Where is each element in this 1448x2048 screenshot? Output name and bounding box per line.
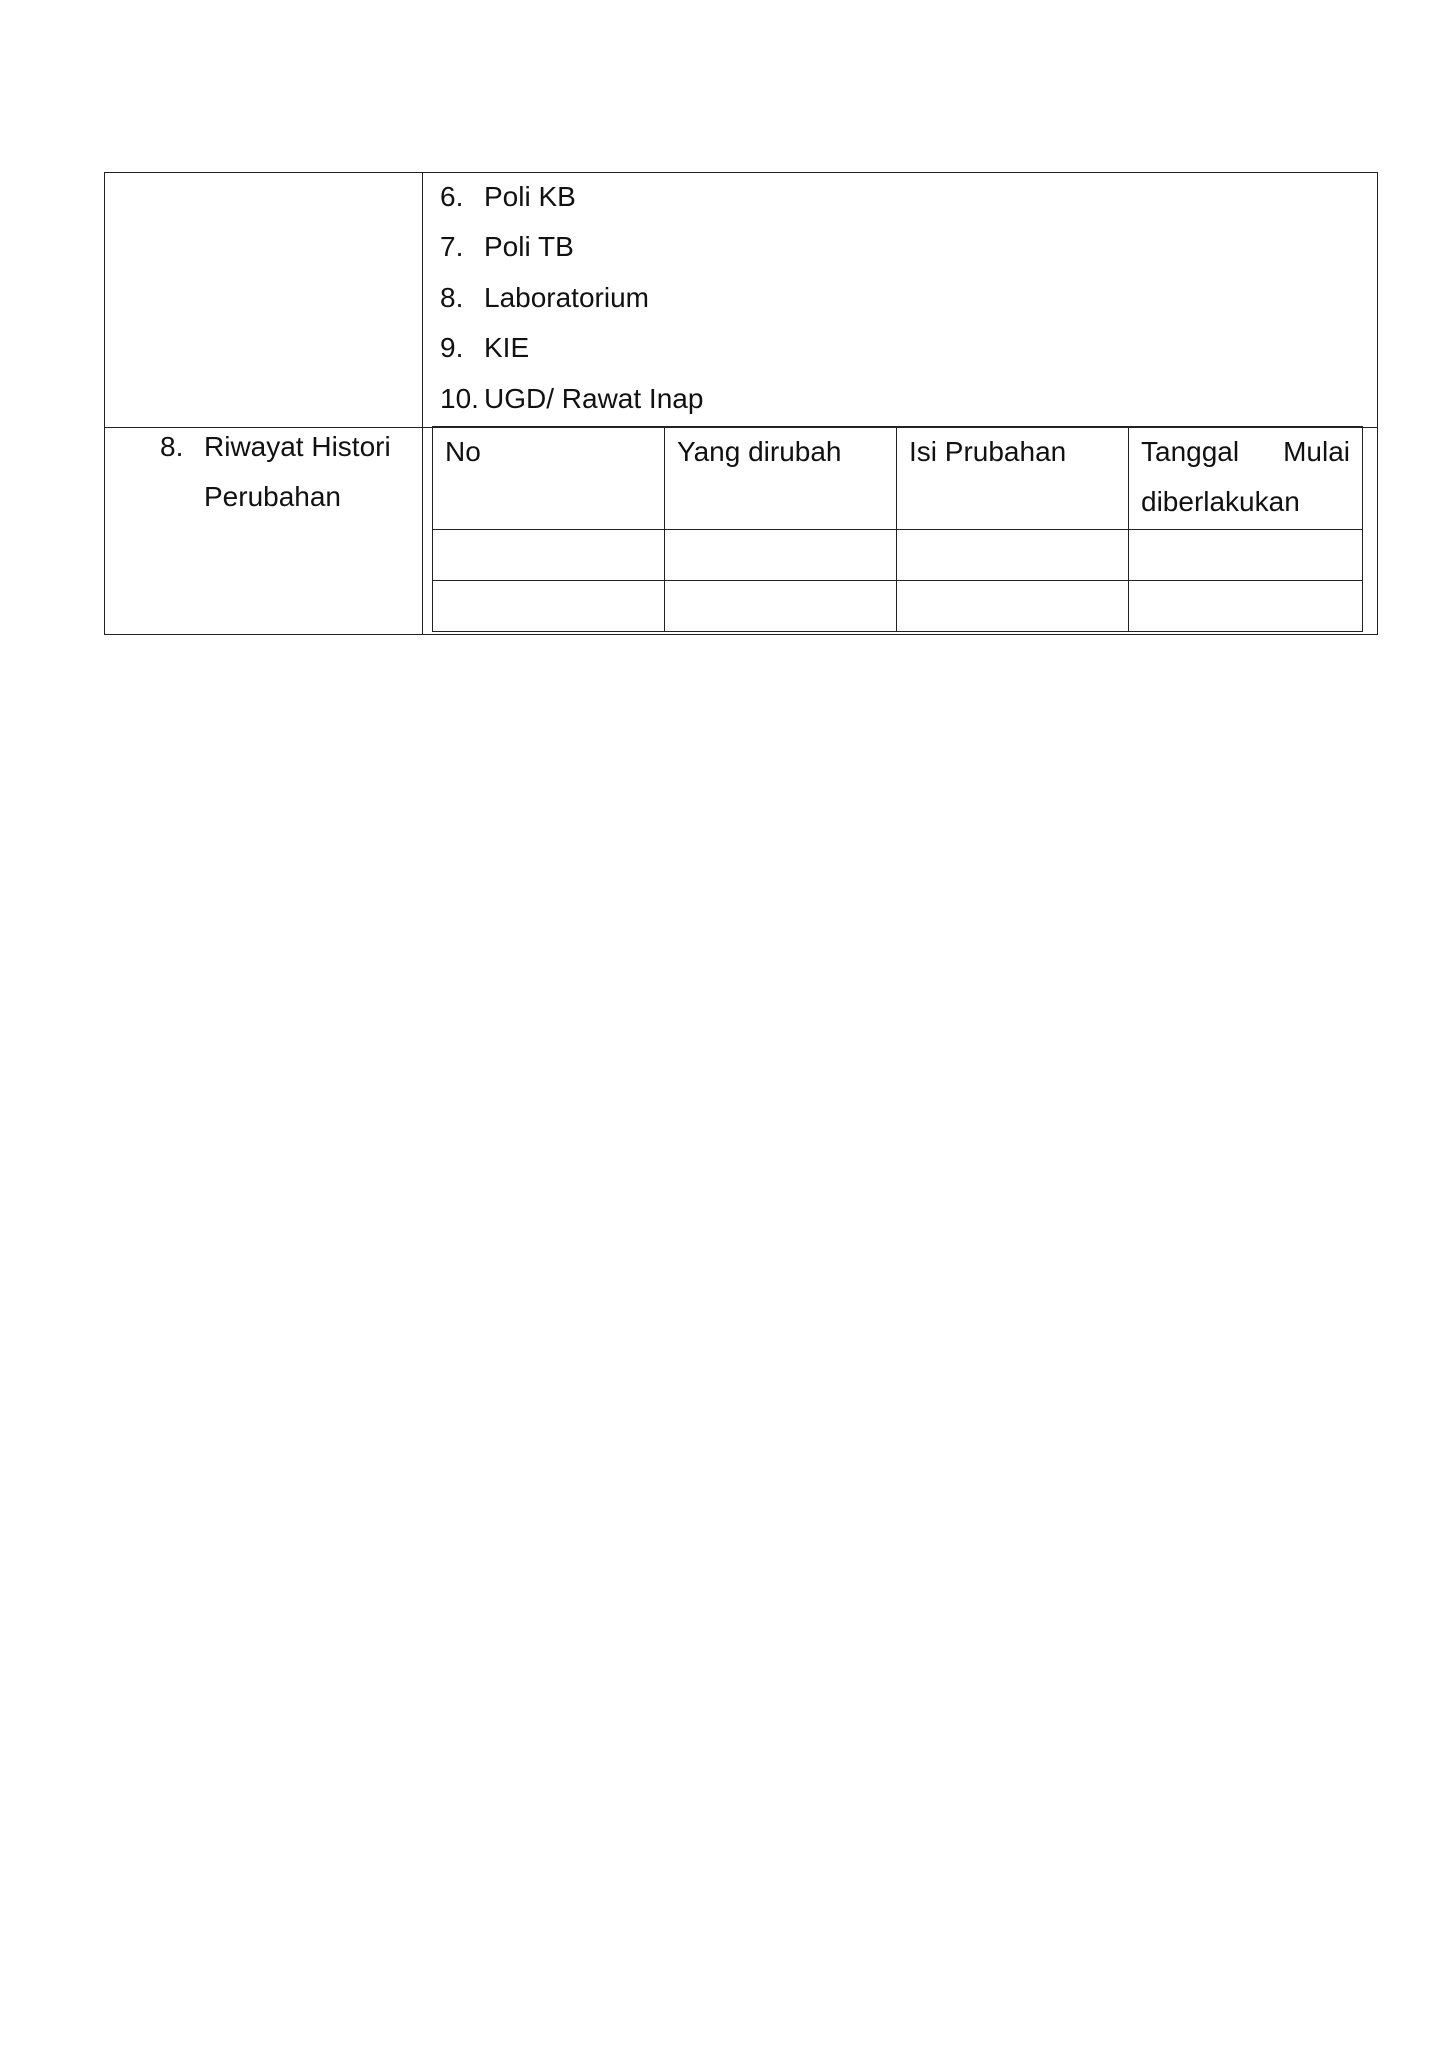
header-changed: Yang dirubah bbox=[665, 427, 897, 530]
table-cell bbox=[897, 581, 1129, 632]
list-number: 7. bbox=[440, 231, 464, 263]
list-text: UGD/ Rawat Inap bbox=[484, 382, 704, 414]
list-text: Poli TB bbox=[484, 231, 574, 263]
header-date-line2: diberlakukan bbox=[1141, 486, 1300, 517]
header-date-word2: Mulai bbox=[1283, 436, 1350, 467]
table-header-row bbox=[433, 427, 1363, 530]
table-cell bbox=[665, 581, 897, 632]
header-effective-date bbox=[1129, 427, 1363, 530]
header-no: No bbox=[433, 427, 665, 530]
list-number: 6. bbox=[440, 181, 464, 212]
header-date-word1: Tanggal bbox=[1141, 436, 1240, 467]
table-row bbox=[433, 581, 1363, 632]
section-title-line2: Perubahan bbox=[204, 481, 342, 512]
list-text: Poli KB bbox=[484, 181, 576, 212]
history-table bbox=[432, 426, 1363, 632]
list-number: 10. bbox=[440, 382, 479, 414]
section-number: 8. bbox=[160, 431, 184, 462]
table-cell bbox=[433, 581, 665, 632]
table-cell bbox=[433, 530, 665, 581]
table-row bbox=[433, 530, 1363, 581]
list-number: 8. bbox=[440, 281, 464, 313]
header-content: Isi Prubahan bbox=[897, 427, 1129, 530]
list-text: Laboratorium bbox=[484, 281, 649, 313]
table-cell bbox=[665, 530, 897, 581]
table-row-units bbox=[105, 173, 1377, 428]
empty-label-cell bbox=[105, 173, 423, 427]
header-date-line1 bbox=[1141, 427, 1350, 477]
list-number: 9. bbox=[440, 332, 464, 364]
table-cell bbox=[1129, 581, 1363, 632]
section-title-line1: Riwayat Histori bbox=[204, 431, 391, 462]
list-text: KIE bbox=[484, 332, 530, 364]
table-cell bbox=[897, 530, 1129, 581]
table-cell bbox=[1129, 530, 1363, 581]
